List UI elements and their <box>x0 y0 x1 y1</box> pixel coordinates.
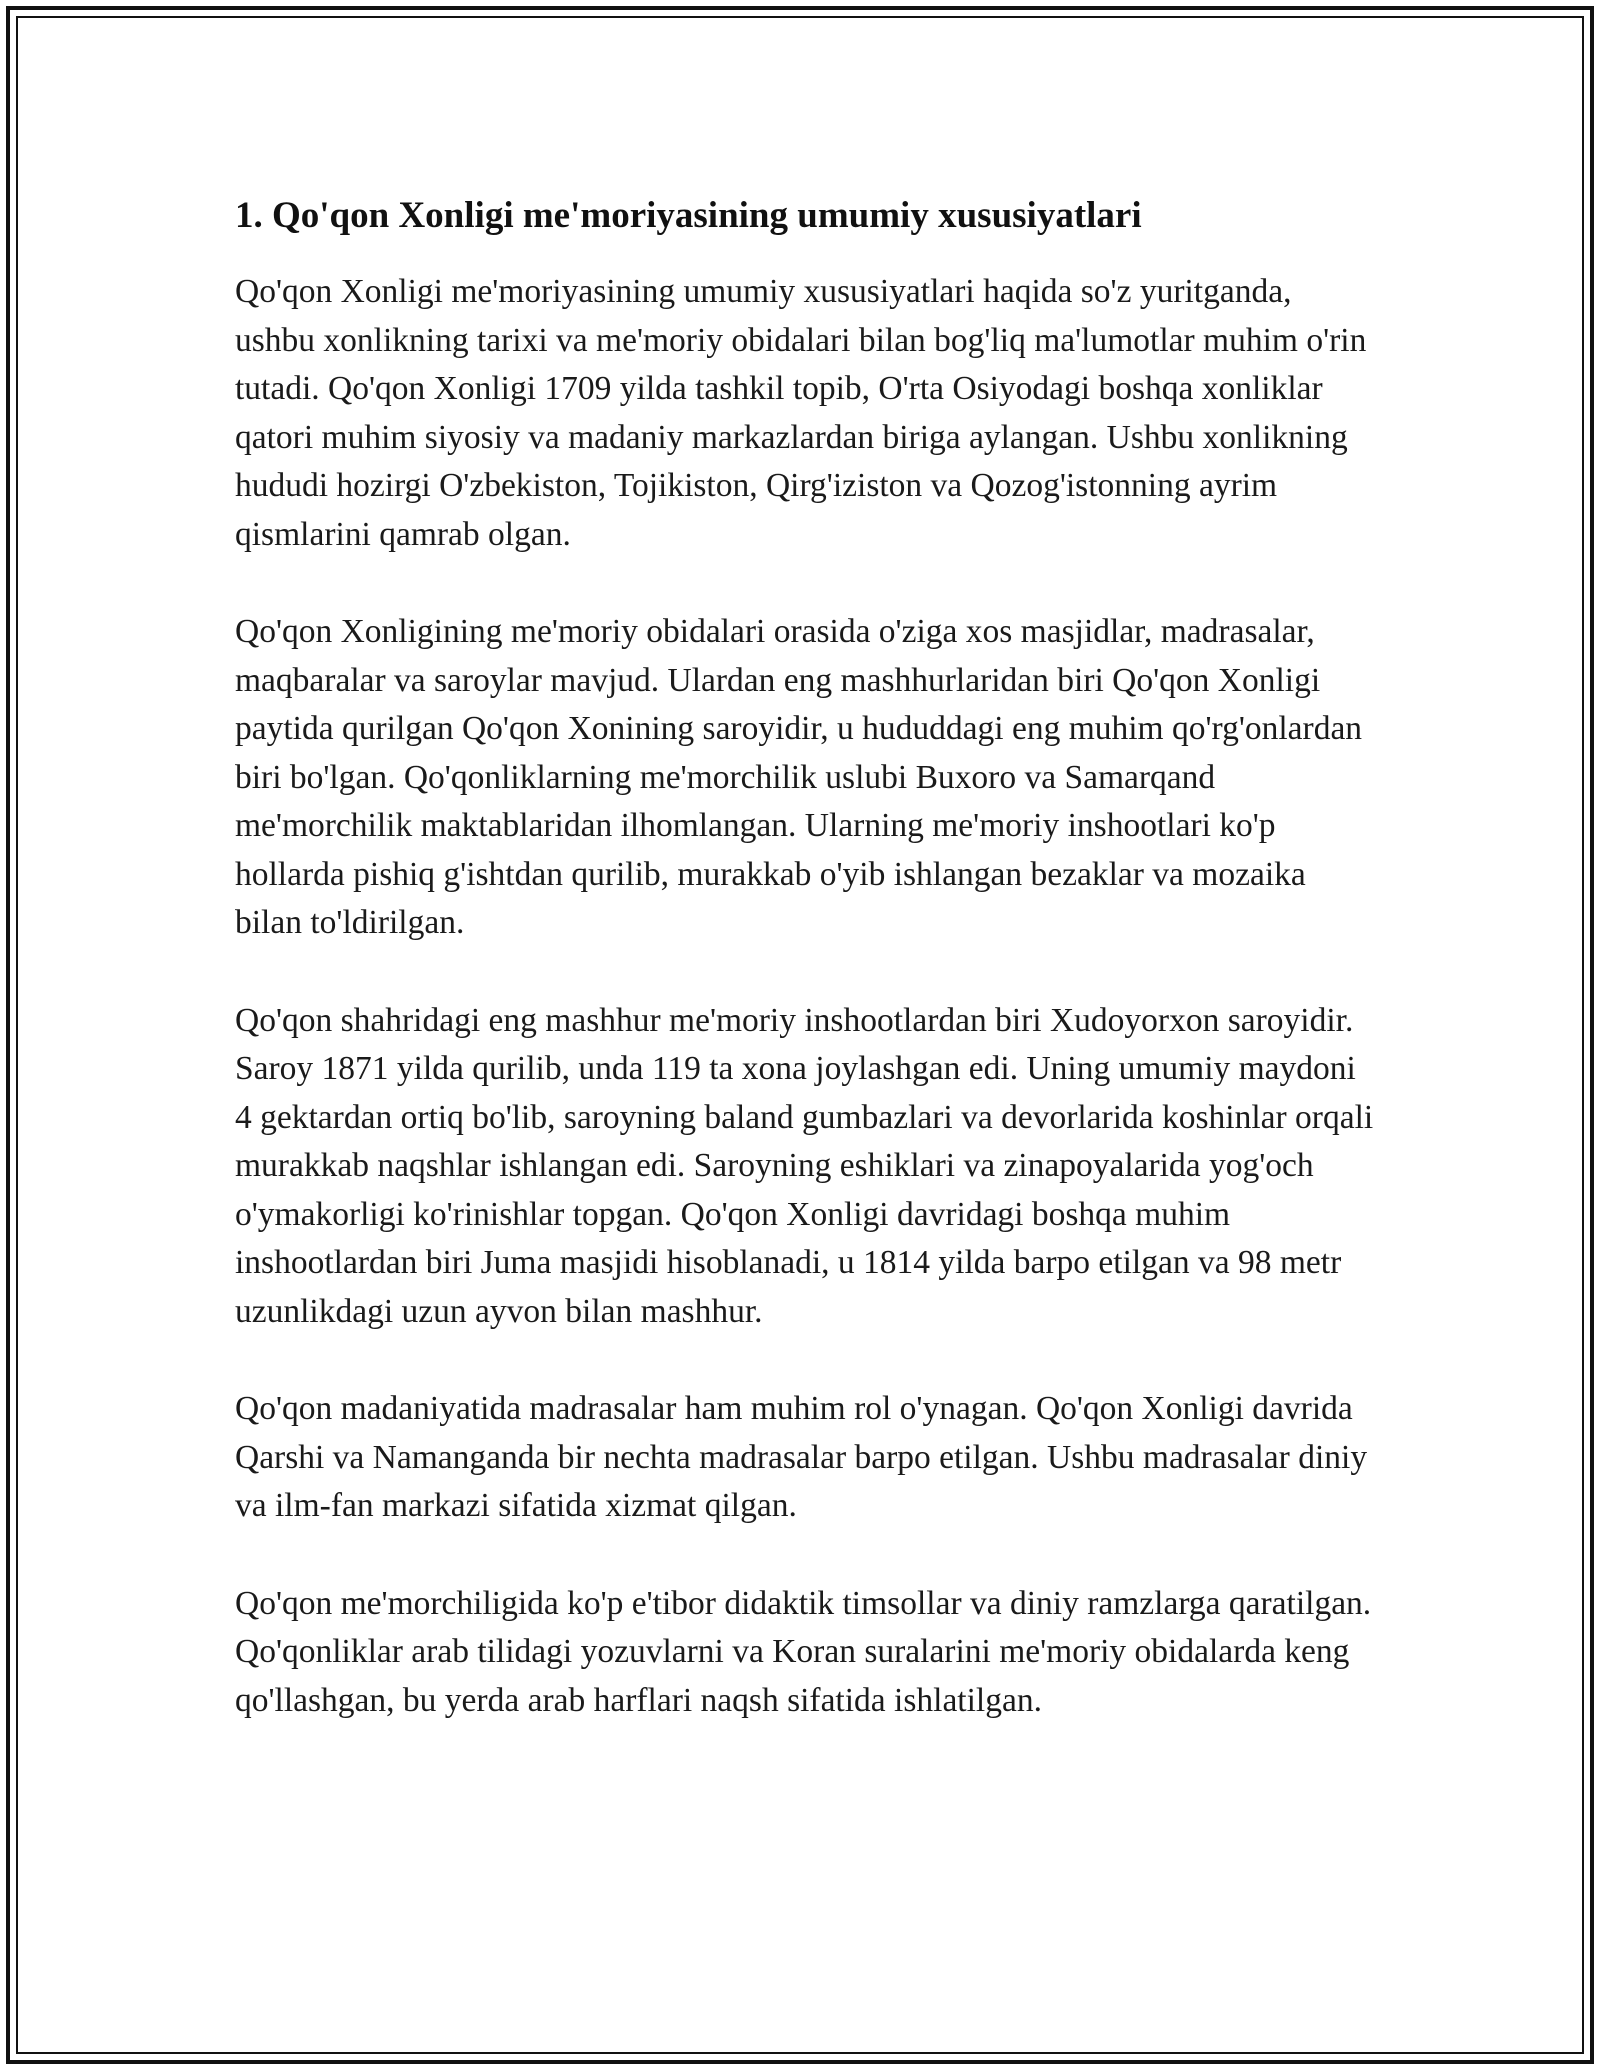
paragraph-1: Qo'qon Xonligi me'moriyasining umumiy xususiyatlari haqida so'z yuritganda, ushbu xonlikning tarixi va me'moriy obidalari bilan bog'liq ma'lumotlar muhim o'rin tutadi. Qo'qon Xonligi 1709 yilda tashkil topib, O'rta Osiyodagi boshqa xonliklar qatori muhim siyosiy va madaniy markazlardan biriga aylangan. Ushbu xonlikning hududi hozirgi O'zbekiston, Tojikiston, Qirg'iziston va Qozog'istonning ayrim qismlarini qamrab olgan. <box>235 273 1367 553</box>
paragraph-5: Qo'qon me'morchiligida ko'p e'tibor didaktik timsollar va diniy ramzlarga qaratilgan. Qo'qonliklar arab tilidagi yozuvlarni va Koran suralarini me'moriy obidalarda keng qo'llashgan, bu yerda arab harflari naqsh sifatida ishlatilgan. <box>235 1584 1372 1719</box>
document-body <box>235 188 1375 1774</box>
section-heading: 1. Qo'qon Xonligi me'moriyasining umumiy xususiyatlari <box>235 195 1142 236</box>
paragraph-2: Qo'qon Xonligining me'moriy obidalari orasida o'ziga xos masjidlar, madrasalar, maqbaralar va saroylar mavjud. Ulardan eng mashhurlaridan biri Qo'qon Xonligi paytida qurilgan Qo'qon Xonining saroyidir, u hududdagi eng muhim qo'rg'onlardan biri bo'lgan. Qo'qonliklarning me'morchilik uslubi Buxoro va Samarqand me'morchilik maktablaridan ilhomlangan. Ularning me'moriy inshootlari ko'p hollarda pishiq g'ishtdan qurilib, murakkab o'yib ishlangan bezaklar va mozaika bilan to'ldirilgan. <box>235 613 1363 941</box>
paragraph-3: Qo'qon shahridagi eng mashhur me'moriy inshootlardan biri Xudoyorxon saroyidir. Saroy 1871 yilda qurilib, unda 119 ta xona joylashgan edi. Uning umumiy maydoni 4 gektardan ortiq bo'lib, saroyning baland gumbazlari va devorlarida koshinlar orqali murakkab naqshlar ishlangan edi. Saroyning eshiklari va zinapoyalarida yog'och o'ymakorligi ko'rinishlar topgan. Qo'qon Xonligi davridagi boshqa muhim inshootlardan biri Juma masjidi hisoblanadi, u 1814 yilda barpo etilgan va 98 metr uzunlikdagi uzun ayvon bilan mashhur. <box>235 1001 1374 1330</box>
paragraph-4: Qo'qon madaniyatida madrasalar ham muhim rol o'ynagan. Qo'qon Xonligi davrida Qarshi va Namanganda bir nechta madrasalar barpo etilgan. Ushbu madrasalar diniy va ilm-fan markazi sifatida xizmat qilgan. <box>235 1390 1368 1524</box>
